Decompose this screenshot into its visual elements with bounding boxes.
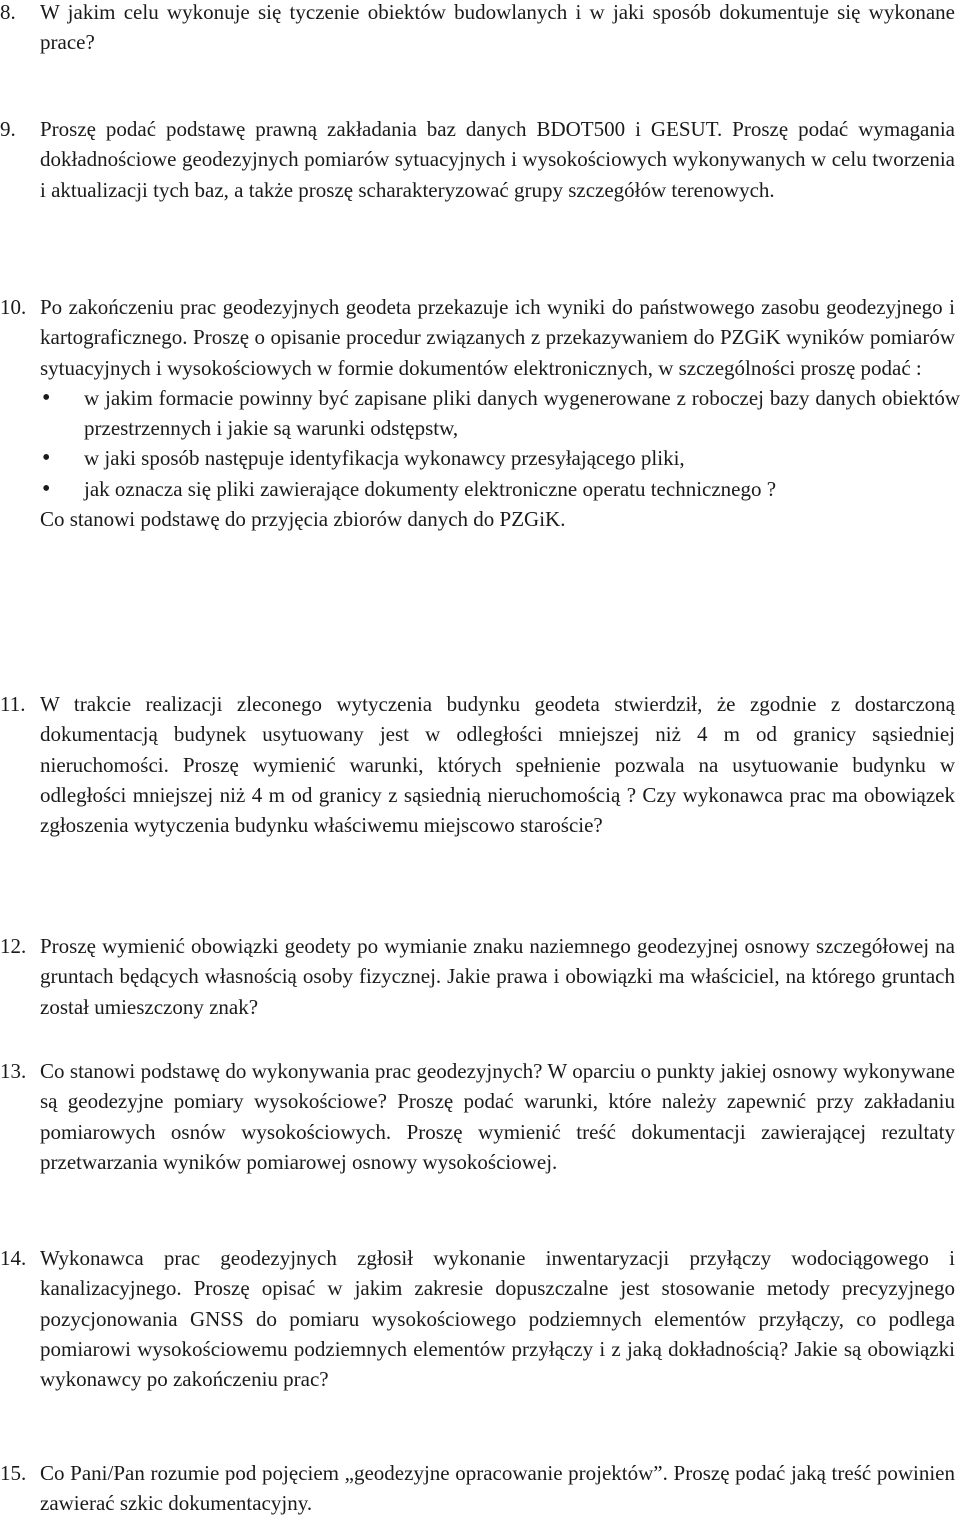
question-number: 14. <box>0 1246 27 1270</box>
question-text <box>40 1056 955 1177</box>
question-paragraph: Co Pani/Pan rozumie pod pojęciem „geodezyjne opracowanie projektów”. Proszę podać jaką treść powinien zawierać szkic dokumentacyjny. <box>40 1461 955 1516</box>
question-15 <box>0 1458 960 1519</box>
bullet-list <box>0 383 960 504</box>
bullet-item: • w jaki sposób następuje identyfikacja wykonawcy przesyłającego pliki, <box>0 443 960 473</box>
question-9 <box>0 114 960 205</box>
question-12 <box>0 931 960 1022</box>
question-text <box>40 114 955 205</box>
question-text <box>40 0 955 58</box>
question-paragraph: Co stanowi podstawę do wykonywania prac geodezyjnych? W oparciu o punkty jakiej osnowy wykonywane są geodezyjne pomiary wysokościowe? Proszę podać warunki, które należy zapewnić przy zakładaniu pomiarowych osnów wysokościowych. Proszę wymienić treść dokumentacji zawierającej rezultaty przetwarzania wyników pomiarowej osnowy wysokościowej. <box>40 1059 955 1174</box>
question-number: 13. <box>0 1059 27 1083</box>
question-11 <box>0 689 960 840</box>
question-number: 12. <box>0 934 27 958</box>
bullet-item: • w jakim formacie powinny być zapisane pliki danych wygenerowane z roboczej bazy danych obiektów przestrzennych i jakie są warunki odstępstw, <box>0 383 960 444</box>
question-text <box>40 1243 955 1394</box>
question-number: 11. <box>0 692 26 716</box>
question-paragraph: W trakcie realizacji zleconego wytyczenia budynku geodeta stwierdził, że zgodnie z dostarczoną dokumentacją budynek usytuowany jest w odległości mniejszej niż 4 m od granicy sąsiedniej nieruchomości. Proszę wymienić warunki, których spełnienie pozwala na usytuowanie budynku w odległości mniejszej niż 4 m od granicy z sąsiednią nieruchomością ? Czy wykonawca prac ma obowiązek zgłoszenia wytyczenia budynku właściwemu miejscowo staroście? <box>40 692 955 838</box>
question-paragraph: Wykonawca prac geodezyjnych zgłosił wykonanie inwentaryzacji przyłączy wodociągowego i kanalizacyjnego. Proszę opisać w jakim zakresie dopuszczalne jest stosowanie metody precyzyjnego pozycjonowania GNSS do pomiaru wysokościowego podziemnych elementów przyłączy, co podlega pomiarowi wysokościowemu podziemnych elementów przyłączy i z jaką dokładnością? Jakie są obowiązki wykonawcy po zakończeniu prac? <box>40 1246 955 1392</box>
question-paragraph: Proszę wymienić obowiązki geodety po wymianie znaku naziemnego geodezyjnej osnowy szczegółowej na gruntach będących własnością osoby fizycznej. Jakie prawa i obowiązki ma właściciel, na którego gruntach został umieszczony znak? <box>40 934 955 1019</box>
bullet-item: • jak oznacza się pliki zawierające dokumenty elektroniczne operatu technicznego ? <box>0 474 960 504</box>
question-paragraph: Proszę podać podstawę prawną zakładania baz danych BDOT500 i GESUT. Proszę podać wymagania dokładnościowe geodezyjnych pomiarów sytuacyjnych i wysokościowych wykonywanych w celu tworzenia i aktualizacji tych baz, a także proszę scharakteryzować grupy szczegółów terenowych. <box>40 117 955 202</box>
question-text <box>40 689 955 840</box>
question-closing-text <box>40 504 955 534</box>
question-13 <box>0 1056 960 1177</box>
question-14 <box>0 1243 960 1394</box>
question-text <box>40 1458 955 1519</box>
question-10 <box>0 292 960 534</box>
question-paragraph: Co stanowi podstawę do przyjęcia zbiorów danych do PZGiK. <box>40 507 566 532</box>
question-number: 15. <box>0 1461 27 1485</box>
question-text <box>40 931 955 1022</box>
question-number: 10. <box>0 295 27 319</box>
question-text <box>40 292 955 383</box>
question-8 <box>0 0 960 58</box>
question-paragraph: Po zakończeniu prac geodezyjnych geodeta przekazuje ich wyniki do państwowego zasobu geodezyjnego i kartograficznego. Proszę o opisanie procedur związanych z przekazywaniem do PZGiK wyników pomiarów sytuacyjnych i wysokościowych w formie dokumentów elektronicznych, w szczególności proszę podać : <box>40 295 955 380</box>
question-number: 8. <box>0 0 16 24</box>
question-paragraph: W jakim celu wykonuje się tyczenie obiektów budowlanych i w jaki sposób dokumentuje się wykonane prace? <box>40 0 955 55</box>
question-number: 9. <box>0 117 16 141</box>
